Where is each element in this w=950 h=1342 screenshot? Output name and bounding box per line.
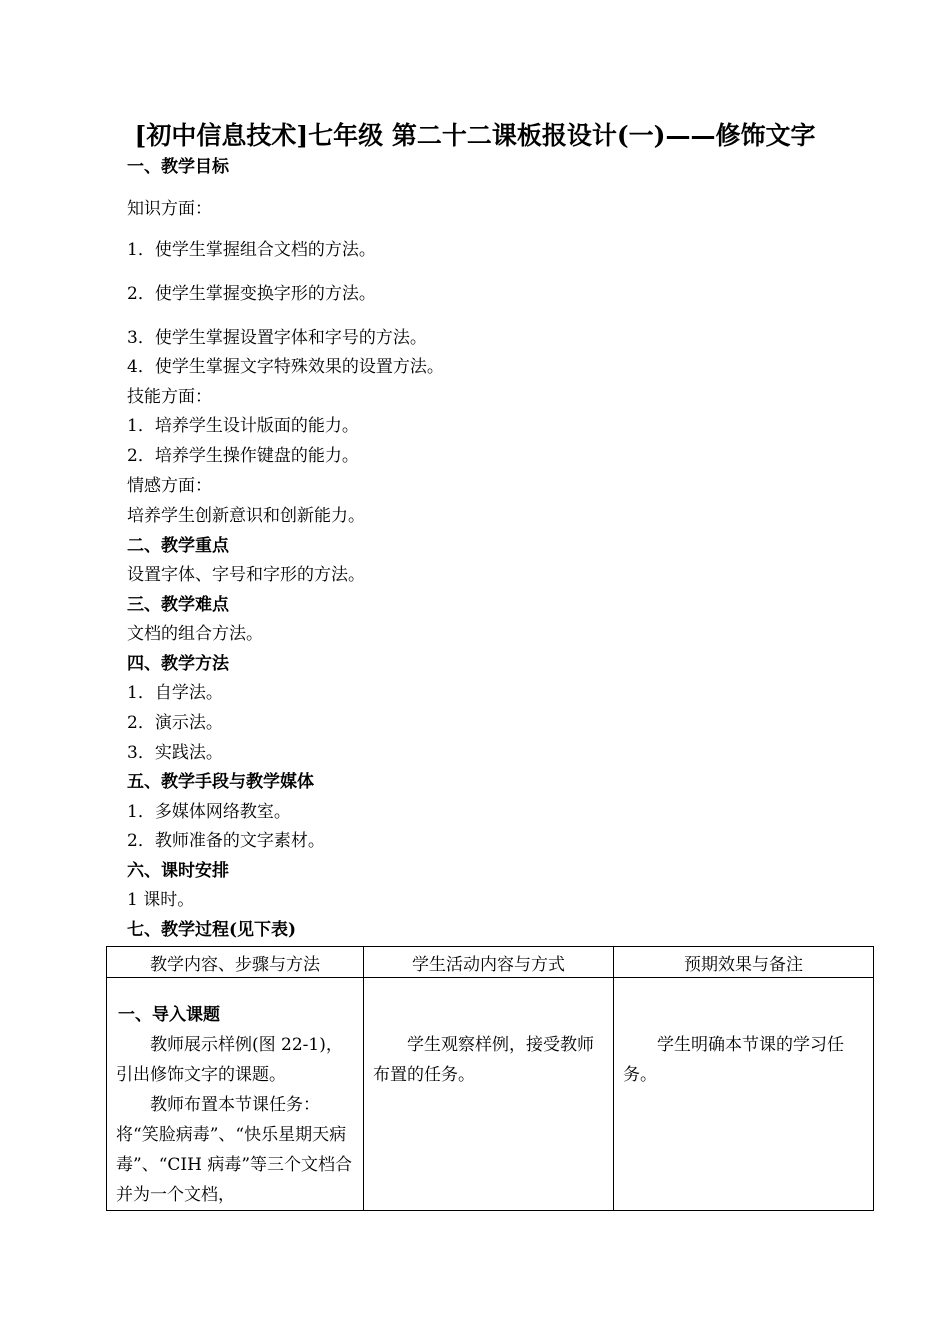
table-cell-notes (614, 978, 874, 1211)
text-line: 2．培养学生操作键盘的能力。 (127, 446, 359, 466)
table-header-cell: 预期效果与备注 (614, 947, 874, 978)
heading-schedule: 六、课时安排 (127, 861, 229, 881)
text-line: 文档的组合方法。 (127, 624, 263, 644)
text-line: 设置字体、字号和字形的方法。 (127, 565, 365, 585)
heading-difficulties: 三、教学难点 (127, 595, 229, 615)
text-line: 3．使学生掌握设置字体和字号的方法。 (127, 328, 427, 348)
cell-paragraph: 教师展示样例(图 22-1)，引出修饰文字的课题。 (116, 1035, 343, 1085)
cell-paragraph: 学生明确本节课的学习任务。 (623, 1035, 844, 1085)
text-line: 2．教师准备的文字素材。 (127, 831, 325, 851)
text-line: 1．自学法。 (127, 683, 223, 703)
table-row (107, 978, 874, 1211)
text-line: 1 课时。 (127, 890, 195, 910)
table-cell-student (364, 978, 614, 1211)
text-line: 4．使学生掌握文字特殊效果的设置方法。 (127, 357, 444, 377)
text-line: 培养学生创新意识和创新能力。 (127, 506, 365, 526)
table-cell-teacher (107, 978, 364, 1211)
heading-process: 七、教学过程(见下表) (127, 920, 297, 940)
heading-key-points: 二、教学重点 (127, 536, 229, 556)
text-line: 知识方面： (127, 199, 212, 219)
heading-media: 五、教学手段与教学媒体 (127, 772, 314, 792)
text-line: 2．演示法。 (127, 713, 223, 733)
text-line: 1．使学生掌握组合文档的方法。 (127, 240, 376, 260)
text-line: 1．培养学生设计版面的能力。 (127, 416, 359, 436)
section-heading: 一、导入课题 (118, 1005, 220, 1025)
cell-paragraph: 教师布置本节课任务：将“笑脸病毒”、“快乐星期天病毒”、“CIH 病毒”等三个文档合并为一个文档， (116, 1095, 353, 1205)
heading-objectives: 一、教学目标 (127, 157, 229, 177)
process-table (106, 946, 874, 1211)
text-line: 技能方面： (127, 387, 212, 407)
document-title: [初中信息技术]七年级 第二十二课板报设计(一)——修饰文字 (134, 121, 816, 150)
cell-paragraph: 学生观察样例，接受教师布置的任务。 (373, 1035, 594, 1085)
text-line: 情感方面： (127, 476, 212, 496)
heading-methods: 四、教学方法 (127, 654, 229, 674)
table-header-cell: 教学内容、步骤与方法 (107, 947, 364, 978)
text-line: 2．使学生掌握变换字形的方法。 (127, 284, 376, 304)
text-line: 3．实践法。 (127, 743, 223, 763)
text-line: 1．多媒体网络教室。 (127, 802, 291, 822)
table-header-row (107, 947, 874, 978)
table-header-cell: 学生活动内容与方式 (364, 947, 614, 978)
